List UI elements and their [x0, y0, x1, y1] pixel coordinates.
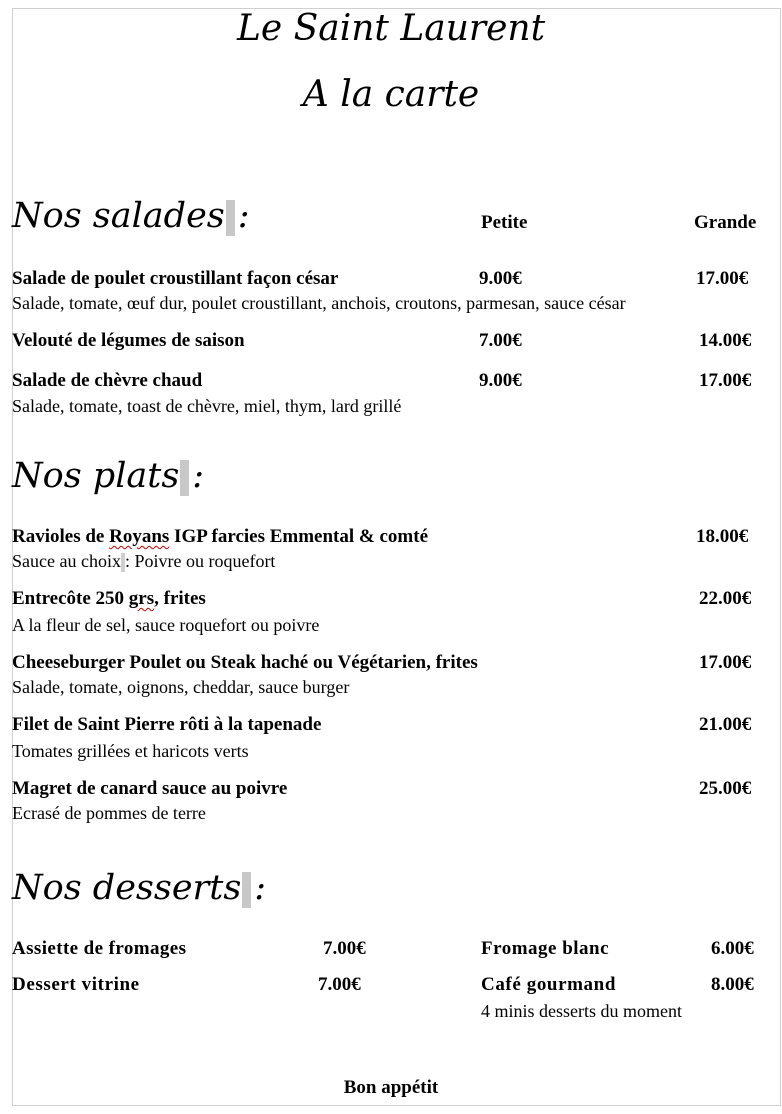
menu-item-price-small: 9.00€: [479, 268, 522, 289]
menu-subtitle: A la carte: [302, 74, 480, 115]
menu-item-price: 18.00€: [696, 526, 749, 547]
section-heading-plats: Nos plats :: [12, 456, 205, 496]
menu-item-name: Entrecôte 250 grs, frites: [12, 588, 206, 609]
dessert-item-description: 4 minis desserts du moment: [481, 1001, 682, 1021]
restaurant-name: Le Saint Laurent: [236, 8, 546, 49]
menu-item-description: Salade, tomate, oignons, cheddar, sauce burger: [12, 677, 350, 697]
column-header-petite: Petite: [481, 212, 528, 233]
spellcheck-marked-word: grs: [128, 588, 155, 609]
menu-item-price-large: 17.00€: [699, 370, 752, 391]
menu-item-name: Filet de Saint Pierre rôti à la tapenade: [12, 714, 322, 735]
menu-item-price: 17.00€: [699, 652, 752, 673]
section-heading-salades: Nos salades :: [12, 196, 250, 236]
menu-item-price: 21.00€: [699, 714, 752, 735]
dessert-item-name: Dessert vitrine: [12, 974, 140, 995]
menu-item-name: Magret de canard sauce au poivre: [12, 778, 288, 799]
dessert-item-price: 7.00€: [318, 974, 361, 995]
menu-item-description: Sauce au choix : Poivre ou roquefort: [12, 551, 276, 571]
text-cursor-mark: [226, 200, 235, 236]
footer-bon-appetit: Bon appétit: [343, 1077, 439, 1098]
spellcheck-marked-word: Royans: [109, 526, 170, 547]
dessert-item-name: Café gourmand: [481, 974, 616, 995]
menu-item-description: Tomates grillées et haricots verts: [12, 741, 249, 761]
menu-item-price: 22.00€: [699, 588, 752, 609]
dessert-item-price: 7.00€: [323, 938, 366, 959]
section-heading-desserts: Nos desserts :: [12, 868, 267, 908]
menu-item-price-large: 17.00€: [696, 268, 749, 289]
menu-item-price-large: 14.00€: [699, 330, 752, 351]
dessert-item-name: Assiette de fromages: [12, 938, 187, 959]
menu-item-price-small: 9.00€: [479, 370, 522, 391]
menu-item-name: Cheeseburger Poulet ou Steak haché ou Végétarien, frites: [12, 652, 478, 673]
menu-item-price: 25.00€: [699, 778, 752, 799]
dessert-item-price: 8.00€: [711, 974, 754, 995]
text-cursor-mark: [180, 460, 189, 496]
dessert-item-price: 6.00€: [711, 938, 754, 959]
column-header-grande: Grande: [694, 212, 757, 233]
menu-item-price-small: 7.00€: [479, 330, 522, 351]
menu-item-description: Salade, tomate, œuf dur, poulet croustillant, anchois, croutons, parmesan, sauce césar: [12, 293, 626, 313]
dessert-item-name: Fromage blanc: [481, 938, 610, 959]
text-cursor-mark: [242, 872, 251, 908]
menu-item-name: Velouté de légumes de saison: [12, 330, 245, 351]
menu-item-description: Ecrasé de pommes de terre: [12, 803, 206, 823]
menu-item-description: Salade, tomate, toast de chèvre, miel, thym, lard grillé: [12, 396, 402, 416]
menu-item-name: Salade de poulet croustillant façon césar: [12, 268, 339, 289]
menu-item-description: A la fleur de sel, sauce roquefort ou poivre: [12, 615, 320, 635]
menu-item-name: Salade de chèvre chaud: [12, 370, 203, 391]
menu-item-name: Ravioles de Royans IGP farcies Emmental & comté: [12, 526, 429, 547]
